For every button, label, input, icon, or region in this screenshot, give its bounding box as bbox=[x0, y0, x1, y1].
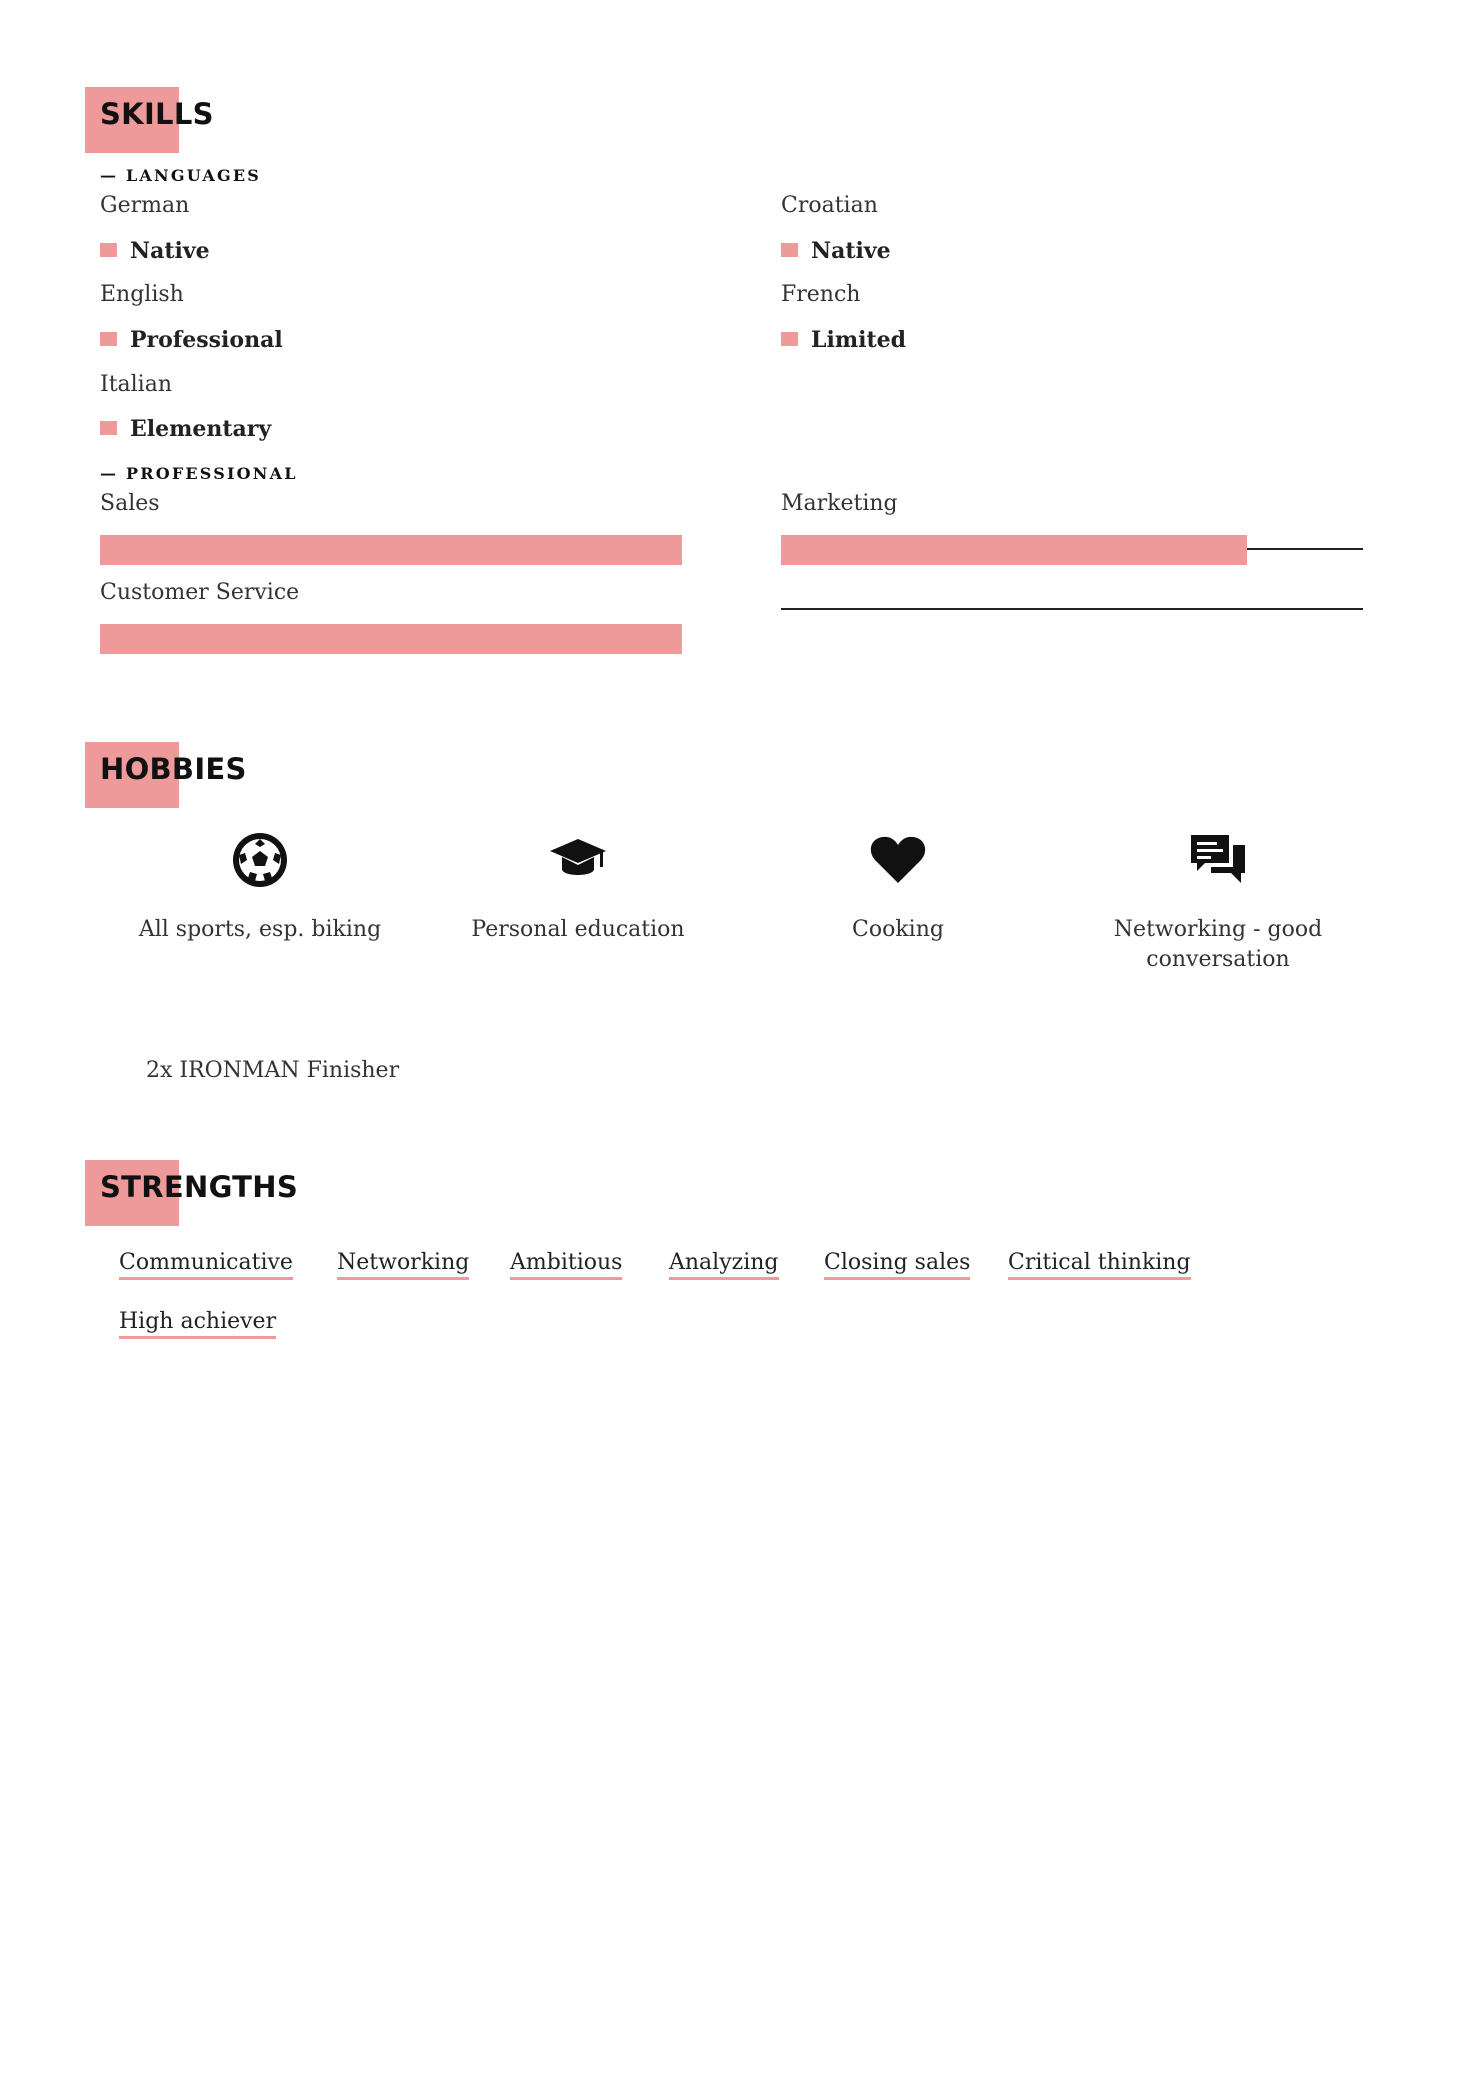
skill-level-fill bbox=[781, 535, 1247, 565]
language-name: French bbox=[781, 282, 861, 307]
skill-name: Sales bbox=[100, 491, 160, 516]
hobby-label: Networking - good conversation bbox=[1113, 917, 1323, 972]
language-name: German bbox=[100, 193, 190, 218]
strength-tag: Closing sales bbox=[824, 1250, 970, 1280]
language-name: English bbox=[100, 282, 184, 307]
skill-level-fill bbox=[100, 535, 682, 565]
skill-level-fill bbox=[100, 624, 682, 654]
hobby-label: All sports, esp. biking bbox=[138, 917, 382, 942]
skill-level-bar bbox=[100, 535, 682, 565]
language-level-text: Native bbox=[130, 238, 210, 264]
hobby-note: 2x IRONMAN Finisher bbox=[146, 1058, 400, 1083]
level-marker bbox=[781, 243, 798, 257]
hobby-item bbox=[428, 830, 728, 945]
language-name: Croatian bbox=[781, 193, 878, 218]
level-marker bbox=[781, 332, 798, 346]
hobby-item bbox=[748, 830, 1048, 945]
hobby-item bbox=[110, 830, 410, 945]
divider-line bbox=[781, 608, 1363, 610]
strength-tag: Networking bbox=[337, 1250, 469, 1280]
hobby-label: Cooking bbox=[852, 917, 944, 942]
heart-icon bbox=[748, 830, 1048, 890]
languages-subheading: — LANGUAGES bbox=[100, 166, 262, 185]
chat-icon bbox=[1068, 830, 1368, 890]
skill-level-track bbox=[1247, 548, 1363, 550]
soccer-ball-icon bbox=[110, 830, 410, 890]
language-level bbox=[100, 327, 283, 353]
language-level bbox=[781, 238, 891, 264]
language-level bbox=[100, 238, 210, 264]
graduation-cap-icon bbox=[428, 830, 728, 890]
language-name: Italian bbox=[100, 372, 173, 397]
strengths-title: STRENGTHS bbox=[100, 1170, 299, 1204]
level-marker bbox=[100, 332, 117, 346]
language-level bbox=[100, 416, 271, 442]
hobby-label: Personal education bbox=[471, 917, 685, 942]
skill-name: Marketing bbox=[781, 491, 898, 516]
level-marker bbox=[100, 421, 117, 435]
language-level-text: Native bbox=[811, 238, 891, 264]
professional-subheading: — PROFESSIONAL bbox=[100, 464, 298, 483]
skills-title: SKILLS bbox=[100, 97, 214, 131]
skill-level-bar bbox=[781, 535, 1363, 565]
strength-tag: Analyzing bbox=[669, 1250, 779, 1280]
language-level-text: Limited bbox=[811, 327, 907, 353]
strength-tag: High achiever bbox=[119, 1309, 276, 1339]
level-marker bbox=[100, 243, 117, 257]
language-level-text: Elementary bbox=[130, 416, 272, 442]
hobbies-title: HOBBIES bbox=[100, 752, 247, 786]
strength-tag: Critical thinking bbox=[1008, 1250, 1191, 1280]
language-level-text: Professional bbox=[130, 327, 283, 353]
language-level bbox=[781, 327, 906, 353]
strength-tag: Communicative bbox=[119, 1250, 293, 1280]
skill-level-bar bbox=[100, 624, 682, 654]
strength-tag: Ambitious bbox=[510, 1250, 622, 1280]
skill-name: Customer Service bbox=[100, 580, 300, 605]
hobby-item bbox=[1068, 830, 1368, 975]
